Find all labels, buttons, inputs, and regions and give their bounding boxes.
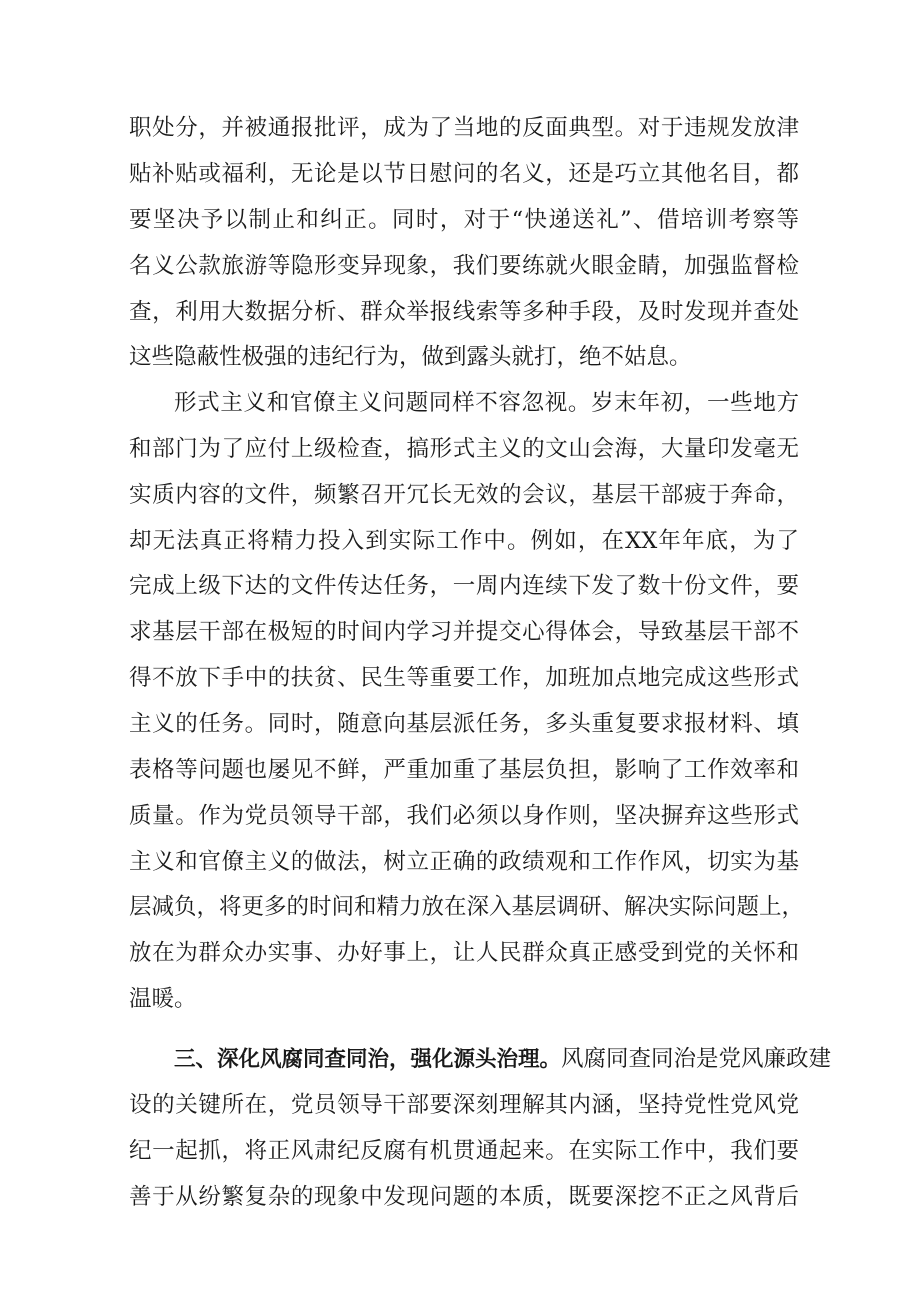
paragraph-line: 却无法真正将精力投入到实际工作中。例如，在XX年年底，为了 (129, 528, 799, 554)
paragraph-line: 纪一起抓，将正风肃纪反腐有机贯通起来。在实际工作中，我们要 (129, 1138, 799, 1164)
paragraph-text: 风腐同查同治是党风廉政建 (561, 1046, 832, 1072)
paragraph-line: 表格等问题也屡见不鲜，严重加重了基层负担，影响了工作效率和 (129, 757, 799, 783)
section-heading: 三、深化风腐同查同治，强化源头治理。 (174, 1047, 562, 1072)
paragraph-line: 这些隐蔽性极强的违纪行为，做到露头就打，绝不姑息。 (129, 344, 692, 370)
paragraph-line: 要坚决予以制止和纠正。同时，对于“快递送礼”、借培训考察等 (129, 207, 799, 233)
paragraph-line: 实质内容的文件，频繁召开冗长无效的会议，基层干部疲于奔命， (129, 482, 799, 508)
paragraph-line: 形式主义和官僚主义问题同样不容忽视。岁末年初，一些地方 (174, 390, 799, 416)
paragraph-line: 主义的任务。同时，随意向基层派任务，多头重复要求报材料、填 (129, 711, 799, 737)
paragraph-line: 名义公款旅游等隐形变异现象，我们要练就火眼金睛，加强监督检 (129, 253, 799, 279)
paragraph-line: 得不放下手中的扶贫、民生等重要工作，加班加点地完成这些形式 (129, 665, 799, 691)
paragraph-line: 和部门为了应付上级检查，搞形式主义的文山会海，大量印发毫无 (129, 436, 799, 462)
paragraph-line: 质量。作为党员领导干部，我们必须以身作则，坚决摒弃这些形式 (129, 803, 799, 829)
paragraph-line: 查，利用大数据分析、群众举报线索等多种手段，及时发现并查处 (129, 299, 799, 325)
paragraph-line: 主义和官僚主义的做法，树立正确的政绩观和工作作风，切实为基 (129, 849, 799, 875)
paragraph-line: 贴补贴或福利，无论是以节日慰问的名义，还是巧立其他名目，都 (129, 161, 799, 187)
paragraph-line: 温暖。 (129, 986, 197, 1012)
paragraph-line: 善于从纷繁复杂的现象中发现问题的本质，既要深挖不正之风背后 (129, 1184, 799, 1210)
paragraph-line (174, 1039, 832, 1079)
paragraph-line: 放在为群众办实事、办好事上，让人民群众真正感受到党的关怀和 (129, 940, 799, 966)
paragraph-line: 职处分，并被通报批评，成为了当地的反面典型。对于违规发放津 (129, 115, 799, 141)
paragraph-line: 设的关键所在，党员领导干部要深刻理解其内涵，坚持党性党风党 (129, 1092, 799, 1118)
paragraph-line: 层减负，将更多的时间和精力放在深入基层调研、解决实际问题上， (129, 894, 805, 920)
paragraph-line: 完成上级下达的文件传达任务，一周内连续下发了数十份文件，要 (129, 573, 799, 599)
paragraph-line: 求基层干部在极短的时间内学习并提交心得体会，导致基层干部不 (129, 619, 799, 645)
